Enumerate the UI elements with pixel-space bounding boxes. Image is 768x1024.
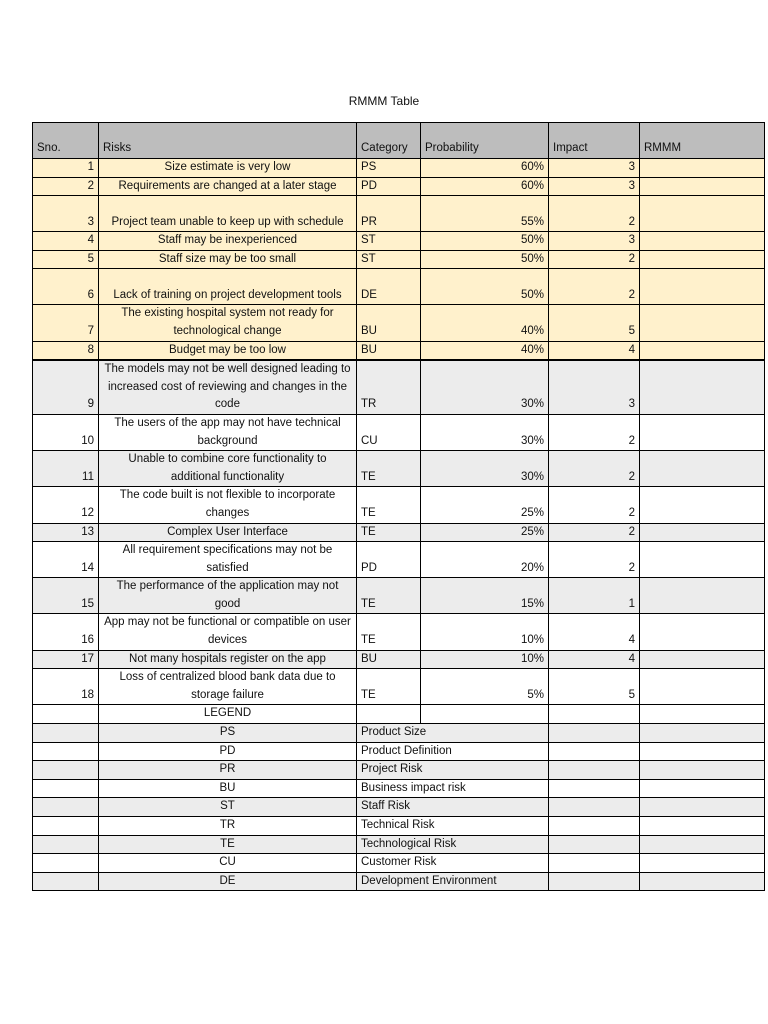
- cell-probability: 25%: [421, 487, 549, 523]
- cell-impact: 3: [549, 159, 640, 178]
- cell-rmmm: [640, 578, 765, 614]
- cell-probability: 30%: [421, 360, 549, 414]
- rmmm-table: [32, 122, 765, 891]
- table-row: [33, 487, 765, 523]
- legend-meaning: Product Definition: [357, 742, 549, 761]
- legend-empty-cell: [33, 779, 99, 798]
- cell-rmmm: [640, 542, 765, 578]
- cell-category: BU: [357, 305, 421, 341]
- legend-heading-row: [33, 705, 765, 724]
- cell-rmmm: [640, 232, 765, 251]
- table-row: [33, 159, 765, 178]
- table-row: [33, 650, 765, 669]
- cell-impact: 3: [549, 232, 640, 251]
- cell-sno: 16: [33, 614, 99, 650]
- cell-risk: Lack of training on project development tools: [99, 269, 357, 305]
- legend-empty-cell: [549, 854, 640, 873]
- cell-impact: 2: [549, 250, 640, 269]
- cell-rmmm: [640, 305, 765, 341]
- cell-sno: 9: [33, 360, 99, 414]
- legend-row: [33, 724, 765, 743]
- legend-row: [33, 835, 765, 854]
- table-row: [33, 451, 765, 487]
- cell-probability: 50%: [421, 250, 549, 269]
- cell-impact: 3: [549, 177, 640, 196]
- cell-impact: 5: [549, 305, 640, 341]
- cell-risk: Requirements are changed at a later stage: [99, 177, 357, 196]
- cell-category: TE: [357, 523, 421, 542]
- cell-rmmm: [640, 177, 765, 196]
- legend-empty-cell: [421, 705, 549, 724]
- cell-impact: 2: [549, 451, 640, 487]
- legend-empty-cell: [549, 779, 640, 798]
- legend-empty-cell: [33, 742, 99, 761]
- legend-empty-cell: [549, 872, 640, 891]
- cell-probability: 30%: [421, 451, 549, 487]
- cell-probability: 40%: [421, 305, 549, 341]
- cell-sno: 14: [33, 542, 99, 578]
- legend-empty-cell: [549, 705, 640, 724]
- cell-risk: Budget may be too low: [99, 341, 357, 360]
- cell-rmmm: [640, 451, 765, 487]
- cell-probability: 10%: [421, 614, 549, 650]
- cell-category: TR: [357, 360, 421, 414]
- cell-category: ST: [357, 250, 421, 269]
- cell-rmmm: [640, 341, 765, 360]
- cell-impact: 2: [549, 523, 640, 542]
- legend-empty-cell: [640, 724, 765, 743]
- table-row: [33, 414, 765, 450]
- cell-category: BU: [357, 341, 421, 360]
- legend-code: TE: [99, 835, 357, 854]
- cell-risk: Staff may be inexperienced: [99, 232, 357, 251]
- legend-code: ST: [99, 798, 357, 817]
- cell-impact: 2: [549, 269, 640, 305]
- cell-risk: Loss of centralized blood bank data due to storage failure: [99, 669, 357, 705]
- cell-impact: 2: [549, 542, 640, 578]
- table-row: [33, 269, 765, 305]
- cell-category: TE: [357, 578, 421, 614]
- cell-impact: 5: [549, 669, 640, 705]
- table-header-row: [33, 123, 765, 159]
- cell-category: ST: [357, 232, 421, 251]
- cell-risk: The performance of the application may not good: [99, 578, 357, 614]
- document-title: RMMM Table: [348, 94, 420, 108]
- cell-rmmm: [640, 523, 765, 542]
- cell-sno: 18: [33, 669, 99, 705]
- header-rmmm: RMMM: [640, 123, 765, 159]
- cell-category: PR: [357, 196, 421, 232]
- legend-empty-cell: [549, 835, 640, 854]
- cell-impact: 4: [549, 614, 640, 650]
- cell-sno: 15: [33, 578, 99, 614]
- table-row: [33, 523, 765, 542]
- cell-risk: The existing hospital system not ready for technological change: [99, 305, 357, 341]
- cell-category: PS: [357, 159, 421, 178]
- legend-row: [33, 798, 765, 817]
- legend-empty-cell: [33, 798, 99, 817]
- legend-empty-cell: [640, 705, 765, 724]
- legend-empty-cell: [33, 705, 99, 724]
- cell-rmmm: [640, 487, 765, 523]
- legend-empty-cell: [357, 705, 421, 724]
- legend-meaning: Development Environment: [357, 872, 549, 891]
- cell-impact: 2: [549, 196, 640, 232]
- legend-meaning: Business impact risk: [357, 779, 549, 798]
- table-row: [33, 578, 765, 614]
- header-category: Category: [357, 123, 421, 159]
- legend-empty-cell: [549, 724, 640, 743]
- legend-empty-cell: [640, 779, 765, 798]
- cell-impact: 4: [549, 650, 640, 669]
- legend-code: BU: [99, 779, 357, 798]
- cell-risk: Unable to combine core functionality to additional functionality: [99, 451, 357, 487]
- legend-code: DE: [99, 872, 357, 891]
- cell-category: TE: [357, 669, 421, 705]
- cell-category: CU: [357, 414, 421, 450]
- cell-sno: 12: [33, 487, 99, 523]
- legend-empty-cell: [640, 872, 765, 891]
- cell-rmmm: [640, 196, 765, 232]
- cell-probability: 50%: [421, 269, 549, 305]
- legend-row: [33, 779, 765, 798]
- table-row: [33, 305, 765, 341]
- cell-impact: 3: [549, 360, 640, 414]
- cell-risk: Complex User Interface: [99, 523, 357, 542]
- cell-probability: 10%: [421, 650, 549, 669]
- cell-risk: App may not be functional or compatible on user devices: [99, 614, 357, 650]
- cell-risk: Not many hospitals register on the app: [99, 650, 357, 669]
- legend-empty-cell: [33, 724, 99, 743]
- cell-probability: 30%: [421, 414, 549, 450]
- cell-probability: 60%: [421, 159, 549, 178]
- cell-impact: 1: [549, 578, 640, 614]
- legend-code: CU: [99, 854, 357, 873]
- cell-impact: 2: [549, 487, 640, 523]
- legend-empty-cell: [33, 817, 99, 836]
- cell-risk: Project team unable to keep up with schedule: [99, 196, 357, 232]
- legend-row: [33, 872, 765, 891]
- cell-risk: The models may not be well designed leading to increased cost of reviewing and changes in the code: [99, 360, 357, 414]
- cell-sno: 7: [33, 305, 99, 341]
- cell-rmmm: [640, 269, 765, 305]
- cell-sno: 17: [33, 650, 99, 669]
- cell-rmmm: [640, 360, 765, 414]
- cell-probability: 15%: [421, 578, 549, 614]
- legend-meaning: Project Risk: [357, 761, 549, 780]
- cell-probability: 40%: [421, 341, 549, 360]
- cell-sno: 11: [33, 451, 99, 487]
- risk-rows: [33, 159, 765, 705]
- cell-category: TE: [357, 451, 421, 487]
- legend-meaning: Staff Risk: [357, 798, 549, 817]
- cell-category: TE: [357, 614, 421, 650]
- legend-row: [33, 854, 765, 873]
- cell-rmmm: [640, 250, 765, 269]
- header-risks: Risks: [99, 123, 357, 159]
- legend-empty-cell: [549, 817, 640, 836]
- legend-empty-cell: [640, 798, 765, 817]
- legend-code: TR: [99, 817, 357, 836]
- legend-heading: LEGEND: [99, 705, 357, 724]
- legend-meaning: Technical Risk: [357, 817, 549, 836]
- legend-empty-cell: [33, 854, 99, 873]
- cell-risk: The users of the app may not have technical background: [99, 414, 357, 450]
- legend-empty-cell: [33, 835, 99, 854]
- cell-impact: 2: [549, 414, 640, 450]
- legend-row: [33, 817, 765, 836]
- cell-sno: 3: [33, 196, 99, 232]
- legend-empty-cell: [549, 761, 640, 780]
- cell-risk: Staff size may be too small: [99, 250, 357, 269]
- legend-empty-cell: [33, 872, 99, 891]
- cell-sno: 10: [33, 414, 99, 450]
- table-row: [33, 360, 765, 414]
- cell-impact: 4: [549, 341, 640, 360]
- cell-probability: 20%: [421, 542, 549, 578]
- cell-sno: 5: [33, 250, 99, 269]
- cell-sno: 13: [33, 523, 99, 542]
- legend-meaning: Product Size: [357, 724, 549, 743]
- cell-rmmm: [640, 669, 765, 705]
- table-row: [33, 341, 765, 360]
- cell-probability: 5%: [421, 669, 549, 705]
- cell-sno: 8: [33, 341, 99, 360]
- legend-empty-cell: [640, 742, 765, 761]
- cell-sno: 1: [33, 159, 99, 178]
- legend-code: PD: [99, 742, 357, 761]
- cell-probability: 55%: [421, 196, 549, 232]
- legend-empty-cell: [549, 798, 640, 817]
- header-probability: Probability: [421, 123, 549, 159]
- cell-risk: The code built is not flexible to incorporate changes: [99, 487, 357, 523]
- legend-empty-cell: [549, 742, 640, 761]
- table-row: [33, 614, 765, 650]
- cell-category: PD: [357, 542, 421, 578]
- cell-rmmm: [640, 650, 765, 669]
- legend-empty-cell: [33, 761, 99, 780]
- table-row: [33, 232, 765, 251]
- table-row: [33, 669, 765, 705]
- cell-category: PD: [357, 177, 421, 196]
- legend-code: PR: [99, 761, 357, 780]
- cell-probability: 50%: [421, 232, 549, 251]
- cell-category: BU: [357, 650, 421, 669]
- legend-rows: [33, 705, 765, 891]
- cell-probability: 25%: [421, 523, 549, 542]
- header-sno: Sno.: [33, 123, 99, 159]
- header-impact: Impact: [549, 123, 640, 159]
- cell-risk: Size estimate is very low: [99, 159, 357, 178]
- legend-code: PS: [99, 724, 357, 743]
- table-row: [33, 177, 765, 196]
- legend-empty-cell: [640, 817, 765, 836]
- legend-empty-cell: [640, 854, 765, 873]
- table-row: [33, 196, 765, 232]
- table-row: [33, 250, 765, 269]
- legend-empty-cell: [640, 835, 765, 854]
- legend-row: [33, 742, 765, 761]
- cell-sno: 6: [33, 269, 99, 305]
- cell-rmmm: [640, 159, 765, 178]
- cell-risk: All requirement specifications may not be satisfied: [99, 542, 357, 578]
- cell-rmmm: [640, 614, 765, 650]
- cell-probability: 60%: [421, 177, 549, 196]
- legend-meaning: Technological Risk: [357, 835, 549, 854]
- legend-meaning: Customer Risk: [357, 854, 549, 873]
- cell-sno: 4: [33, 232, 99, 251]
- cell-category: DE: [357, 269, 421, 305]
- cell-sno: 2: [33, 177, 99, 196]
- table-row: [33, 542, 765, 578]
- legend-row: [33, 761, 765, 780]
- legend-empty-cell: [640, 761, 765, 780]
- cell-rmmm: [640, 414, 765, 450]
- cell-category: TE: [357, 487, 421, 523]
